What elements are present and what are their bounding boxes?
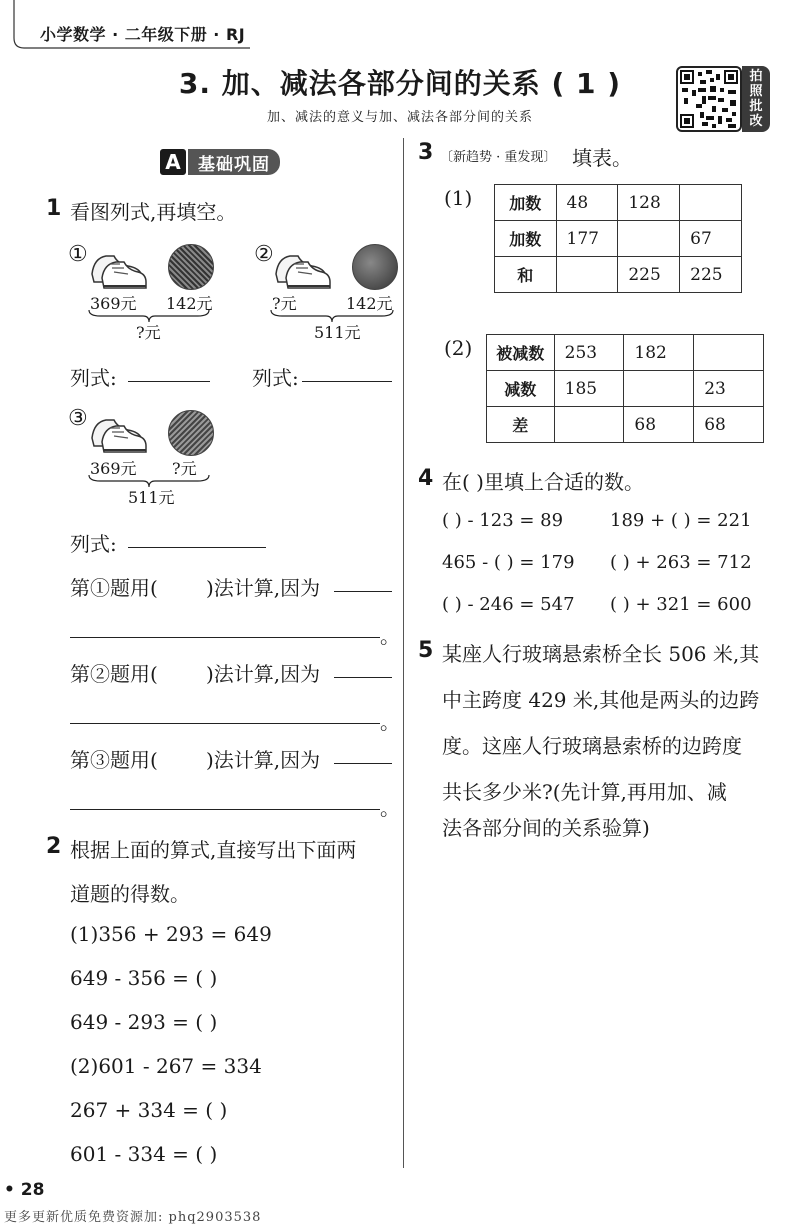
lesson-subtitle: 加、减法的意义与加、减法各部分间的关系	[266, 110, 533, 125]
row-header: 差	[487, 407, 555, 443]
question-3-prompt: 填表。	[572, 146, 632, 170]
row-header: 减数	[487, 371, 555, 407]
question-3-number: 3	[418, 140, 434, 165]
question-1-prompt: 看图列式,再填空。	[70, 200, 237, 224]
table-cell: 48	[556, 185, 618, 221]
q2-equation: (1)356 + 293 = 649	[70, 922, 272, 946]
table-cell: 67	[680, 221, 742, 257]
reason-3-mid: )法计算,因为	[206, 748, 321, 772]
photo-grading-tab[interactable]	[742, 66, 770, 132]
reason-1-prefix: 第①题用(	[70, 576, 158, 600]
reason-3-input[interactable]	[334, 744, 392, 764]
question-3-tag: 〔新趋势 · 重发现〕	[440, 150, 557, 165]
q2-equation[interactable]: 601 - 334 = ( )	[70, 1142, 218, 1166]
question-2-prompt-line-2: 道题的得数。	[70, 882, 190, 906]
item-2-mark: ②	[254, 242, 274, 267]
item-2-total: 511元	[314, 323, 361, 342]
question-5-line: 中主跨度 429 米,其他是两头的边跨	[442, 688, 760, 712]
q4-equation[interactable]: ( ) + 321 = 600	[610, 594, 752, 615]
q4-equation[interactable]: ( ) + 263 = 712	[610, 552, 752, 573]
item-1-left-price: 369元	[90, 294, 137, 313]
table-2-label: (2)	[444, 336, 473, 360]
section-badge	[160, 147, 280, 177]
item-2-left-price: ?元	[272, 294, 297, 313]
table-cell-input[interactable]	[694, 335, 764, 371]
lesson-title: 3. 加、减法各部分间的关系 ( 1 )	[178, 67, 622, 100]
table-cell-input[interactable]	[680, 185, 742, 221]
table-cell: 185	[554, 371, 624, 407]
table-cell: 177	[556, 221, 618, 257]
period: 。	[380, 624, 400, 648]
question-4-prompt: 在( )里填上合适的数。	[442, 470, 644, 494]
item-2-right-price: 142元	[346, 294, 393, 313]
q2-equation[interactable]: 267 + 334 = ( )	[70, 1098, 228, 1122]
section-letter: A	[160, 149, 186, 175]
row-header: 和	[495, 257, 557, 293]
formula-input-2[interactable]	[302, 362, 392, 382]
ball-icon	[168, 244, 214, 290]
formula-label: 列式:	[70, 366, 117, 390]
question-5-line: 法各部分间的关系验算)	[442, 816, 650, 840]
item-3-right-price: ?元	[172, 459, 197, 478]
table-cell: 68	[624, 407, 694, 443]
table-cell: 225	[680, 257, 742, 293]
section-name: 基础巩固	[188, 149, 280, 175]
book-header: 小学数学 · 二年级下册 · RJ	[40, 25, 246, 44]
question-5-number: 5	[418, 638, 434, 663]
sneakers-icon	[88, 408, 148, 454]
question-1-number: 1	[46, 196, 62, 221]
question-4-number: 4	[418, 466, 434, 491]
q4-equation[interactable]: 465 - ( ) = 179	[442, 552, 575, 573]
q4-equation[interactable]: 189 + ( ) = 221	[610, 510, 752, 531]
formula-input-1[interactable]	[128, 362, 210, 382]
reason-1-input-line[interactable]	[70, 618, 380, 638]
table-cell: 23	[694, 371, 764, 407]
q2-equation: (2)601 - 267 = 334	[70, 1054, 262, 1078]
period: 。	[380, 796, 400, 820]
reason-1-input[interactable]	[334, 572, 392, 592]
question-2-prompt-line-1: 根据上面的算式,直接写出下面两	[70, 838, 357, 862]
page-number: • 28	[4, 1180, 45, 1200]
reason-3-prefix: 第③题用(	[70, 748, 158, 772]
sneakers-icon	[88, 244, 148, 290]
table-cell-input[interactable]	[554, 407, 624, 443]
footer-note: 更多更新优质免费资源加: phq2903538	[4, 1210, 262, 1225]
qr-tab-char: 改	[749, 114, 763, 129]
reason-2-input[interactable]	[334, 658, 392, 678]
reason-1-mid: )法计算,因为	[206, 576, 321, 600]
formula-label: 列式:	[70, 532, 117, 556]
table-cell: 253	[554, 335, 624, 371]
q2-equation[interactable]: 649 - 356 = ( )	[70, 966, 218, 990]
item-3-left-price: 369元	[90, 459, 137, 478]
item-1-mark: ①	[68, 242, 88, 267]
addition-table	[494, 184, 742, 293]
item-1-right-price: 142元	[166, 294, 213, 313]
item-3-mark: ③	[68, 406, 88, 431]
question-5-line: 共长多少米?(先计算,再用加、减	[442, 780, 727, 804]
ball-icon	[168, 410, 214, 456]
question-5-line: 度。这座人行玻璃悬索桥的边跨度	[442, 734, 742, 758]
qr-code-pattern	[678, 68, 740, 130]
qr-tab-char: 照	[749, 84, 763, 99]
reason-3-input-line[interactable]	[70, 790, 380, 810]
reason-2-prefix: 第②题用(	[70, 662, 158, 686]
table-cell: 225	[618, 257, 680, 293]
ball-icon	[352, 244, 398, 290]
item-1-total: ?元	[136, 323, 161, 342]
qr-tab-char: 批	[749, 99, 763, 114]
row-header: 被减数	[487, 335, 555, 371]
row-header: 加数	[495, 185, 557, 221]
q4-equation[interactable]: ( ) - 246 = 547	[442, 594, 575, 615]
period: 。	[380, 710, 400, 734]
table-cell: 68	[694, 407, 764, 443]
column-divider	[403, 138, 404, 1168]
table-cell-input[interactable]	[618, 221, 680, 257]
question-5-line: 某座人行玻璃悬索桥全长 506 米,其	[442, 642, 760, 666]
question-2-number: 2	[46, 834, 62, 859]
qr-code[interactable]	[676, 66, 742, 132]
table-cell: 128	[618, 185, 680, 221]
formula-label: 列式:	[252, 366, 299, 390]
table-1-label: (1)	[444, 186, 473, 210]
subtraction-table	[486, 334, 764, 443]
table-cell: 182	[624, 335, 694, 371]
q4-equation[interactable]: ( ) - 123 = 89	[442, 510, 564, 531]
sneakers-icon	[272, 244, 332, 290]
table-cell-input[interactable]	[624, 371, 694, 407]
formula-input-3[interactable]	[128, 528, 266, 548]
table-cell-input[interactable]	[556, 257, 618, 293]
reason-2-mid: )法计算,因为	[206, 662, 321, 686]
item-3-total: 511元	[128, 488, 175, 507]
reason-2-input-line[interactable]	[70, 704, 380, 724]
row-header: 加数	[495, 221, 557, 257]
q2-equation[interactable]: 649 - 293 = ( )	[70, 1010, 218, 1034]
qr-tab-char: 拍	[749, 69, 763, 84]
